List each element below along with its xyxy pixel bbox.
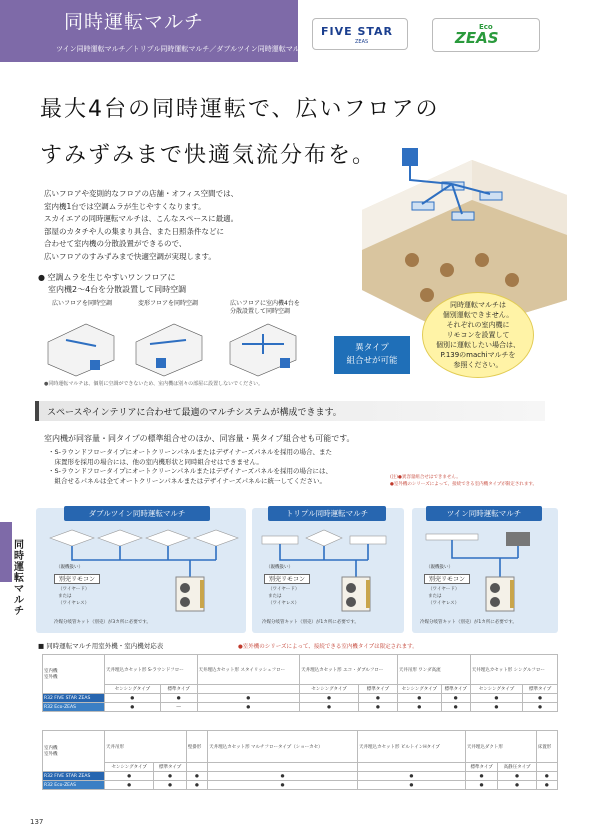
table-note: ●室外機のシリーズによって、接続できる室内機タイプは限定されます。 <box>238 644 418 650</box>
fivestar-logo-sub: ZEAS <box>355 39 369 45</box>
room-diagram-four-units <box>228 320 298 378</box>
twin-diagram <box>416 522 556 622</box>
section-lead: 室内機が同容量・同タイプの標準組合せのほか、同容量・異タイプ組合せも可能です。 <box>44 434 355 443</box>
table-cell: ● <box>105 772 154 781</box>
table1-subcol-empty <box>197 685 300 694</box>
table-cell: ● <box>498 781 536 790</box>
table-cell: ● <box>105 694 161 703</box>
table-row <box>43 703 558 712</box>
table1-subcol: 標準タイプ <box>523 685 558 694</box>
row-name: Eco-ZEAS <box>54 704 76 710</box>
section-note: ・S-ラウンドフロータイプにオートクリーンパネルまたはデザイナーズパネルを採用の場合には、 <box>48 467 332 475</box>
triple-wired: （ワイヤード） <box>268 587 300 592</box>
table-cell: ● <box>470 703 523 712</box>
table-cell: ● <box>208 781 358 790</box>
page-title: 同時運転マルチ <box>64 11 205 33</box>
table1-row-label <box>43 703 105 712</box>
bubble-line: P.139のmachiマルチを <box>440 351 516 359</box>
headline-line1: 最大4台の同時運転で、広いフロアの <box>40 97 440 122</box>
legend-line: (注)●異容量組合せはできません。 <box>390 475 461 480</box>
table-cell: ● <box>300 703 359 712</box>
ecozeas-logo <box>432 18 540 52</box>
table1-subcol: センシングタイプ <box>470 685 523 694</box>
page-number: 137 <box>30 818 44 826</box>
room-diagram-irregular <box>134 320 204 378</box>
table-cell: ● <box>197 694 300 703</box>
bubble-line: 同時運転マルチは <box>450 301 506 309</box>
table2-subcol-empty <box>358 763 466 772</box>
table-row <box>43 694 558 703</box>
table1-col-header: 天井埋込カセット形 スタイリッシュフロー <box>197 655 300 685</box>
panel-triple-title: トリプル同時運転マルチ <box>268 506 386 521</box>
mini-label-four-units-line: 分散設置して同時空調 <box>230 308 291 315</box>
side-tab-label: 同時運転マルチ <box>14 540 24 617</box>
table2-row-label <box>43 781 105 790</box>
table2-subcol: 高静圧タイプ <box>498 763 536 772</box>
intro-line: 室内機1台では空調ムラが生じやすくなります。 <box>44 201 206 211</box>
table-cell: ● <box>465 781 498 790</box>
intro-line: 広いフロアや変則的なフロアの店舗・オフィス空間では、 <box>44 189 239 198</box>
double-twin-label: （親機扱い） <box>56 565 83 570</box>
table-cell: ● <box>523 694 558 703</box>
fivestar-logo-text: FIVE STAR <box>321 25 394 38</box>
table2-col-header: 天井吊形 <box>105 731 187 763</box>
table-cell: ● <box>154 772 187 781</box>
double-twin-wireless: （ワイヤレス） <box>58 601 90 606</box>
ecozeas-logo-eco: Eco <box>479 23 493 31</box>
double-twin-wired: （ワイヤード） <box>58 587 90 592</box>
page-subtitle: ツイン同時運転マルチ／トリプル同時運転マルチ／ダブルツイン同時運転マルチ <box>56 45 307 53</box>
mixed-type-badge <box>334 336 410 374</box>
table-cell: ● <box>397 703 441 712</box>
mini-label-irregular: 変形フロアを同時空調 <box>138 300 199 307</box>
table2-col-header: 壁掛形 <box>186 731 207 763</box>
table1-corner1: 室内機 <box>44 669 58 674</box>
table1-col-header: 天井埋込カセット形 S-ラウンドフロー <box>105 655 198 685</box>
intro-paragraph <box>44 188 294 263</box>
bullet-line2: 室内機2～4台を分散設置して同時空調 <box>48 285 187 294</box>
table-cell: ● <box>358 772 466 781</box>
bullet-line1: ● 空調ムラを生じやすいワンフロアに <box>38 273 176 282</box>
table-cell: ● <box>536 772 557 781</box>
table-row <box>43 772 558 781</box>
table-cell: ● <box>470 694 523 703</box>
panel-twin-title: ツイン同時運転マルチ <box>426 506 542 521</box>
table-cell: ● <box>397 694 441 703</box>
table2-subcol: 標準タイプ <box>154 763 187 772</box>
triple-or: または <box>268 594 282 599</box>
table-cell: ● <box>359 694 398 703</box>
section-title: スペースやインテリアに合わせて最適のマルチシステムが構成できます。 <box>47 408 342 418</box>
table-cell: ● <box>208 772 358 781</box>
triple-wireless: （ワイヤレス） <box>268 601 300 606</box>
table1-col-header: 天井埋込カセット形 シングルフロー <box>470 655 557 685</box>
mini-label-wide: 広いフロアを同時空調 <box>52 300 113 307</box>
table-cell: ● <box>186 781 207 790</box>
table2-row-label <box>43 772 105 781</box>
double-twin-kit-note: 冷媒分岐管キット（別売）が3カ所に必要です。 <box>54 620 151 625</box>
table1-corner2: 室外機 <box>44 675 58 680</box>
twin-or: または <box>428 594 442 599</box>
fivestar-logo <box>312 18 408 50</box>
double-twin-diagram <box>40 522 244 622</box>
table1-subcol: センシングタイプ <box>397 685 441 694</box>
table-cell: ● <box>105 781 154 790</box>
table1-col-header: 天井吊形 ワンダ高流 <box>397 655 470 685</box>
side-tab <box>0 522 12 582</box>
room-diagram-wide <box>46 320 116 378</box>
table-cell: ● <box>441 694 470 703</box>
table-cell: ● <box>197 703 300 712</box>
table2-corner2: 室外機 <box>44 752 58 757</box>
compat-table-1 <box>42 654 558 712</box>
table1-subcol: センシングタイプ <box>105 685 161 694</box>
mini-label-four-units <box>230 300 300 316</box>
section-note: 床置形を採用の場合には、他の室内機形状と同時組合せはできません。 <box>48 457 263 466</box>
table2-corner <box>43 731 105 772</box>
r32-badge: R32 <box>44 773 53 779</box>
table2-subcol-empty <box>208 763 358 772</box>
bubble-line: 参照ください。 <box>453 361 503 369</box>
table2-subcol: センシングタイプ <box>105 763 154 772</box>
table-cell: ● <box>465 772 498 781</box>
intro-line: 部屋のカタチや人の集まり具合、また日照条件などに <box>44 226 224 236</box>
bubble-line: リモコンを設置して <box>446 331 510 339</box>
section-notes <box>48 448 398 486</box>
table2-subcol: 標準タイプ <box>465 763 498 772</box>
double-twin-or: または <box>58 594 72 599</box>
row-name: FIVE STAR ZEAS <box>54 695 91 701</box>
table-cell: ― <box>160 703 197 712</box>
twin-kit-note: 冷媒分岐管キット（別売）が1カ所に必要です。 <box>420 620 517 625</box>
compat-table-2 <box>42 730 558 790</box>
twin-wireless: （ワイヤレス） <box>428 601 460 606</box>
bubble-line: 個別に運転したい場合は、 <box>436 341 520 349</box>
r32-badge: R32 <box>44 782 53 788</box>
table-cell: ● <box>300 694 359 703</box>
row-name: Eco-ZEAS <box>54 782 76 788</box>
table1-subcol: センシングタイプ <box>300 685 359 694</box>
mini-label-four-units-line: 広いフロアに室内機4台を <box>230 300 300 307</box>
twin-label: （親機扱い） <box>426 565 453 570</box>
table2-subcol-empty <box>536 763 557 772</box>
table2-col-header: 天井埋込カセット形 ビルトインHタイプ <box>358 731 466 763</box>
badge-line2: 組合せが可能 <box>346 356 398 366</box>
section-note: 組合せるパネルは全てオートクリーンパネルまたはデザイナーズパネルに統一してください。 <box>48 476 327 485</box>
table2-col-header: 床置形 <box>536 731 557 763</box>
triple-diagram <box>256 522 402 622</box>
table1-subcol: 標準タイプ <box>160 685 197 694</box>
table1-corner <box>43 655 105 694</box>
intro-line: 広いフロアのすみずみまで快適空調が実現します。 <box>44 251 216 261</box>
table-cell: ● <box>358 781 466 790</box>
intro-line: スカイエアの同時運転マルチは、こんなスペースに最適。 <box>44 214 239 223</box>
bubble-line: 個別運転できません。 <box>442 311 514 319</box>
row-name: FIVE STAR ZEAS <box>54 773 91 779</box>
small-note: ●同時運転マルチは、個別に空調ができないため、室内機は別々の部屋に設置しないでください。 <box>44 381 264 387</box>
table2-col-header: 天井埋込カセット形 マルチフロータイプ（ショーカセ） <box>208 731 358 763</box>
twin-wired: （ワイヤード） <box>428 587 460 592</box>
panel-double-twin-title: ダブルツイン同時運転マルチ <box>64 506 210 521</box>
table-cell: ● <box>160 694 197 703</box>
triple-kit-note: 冷媒分岐管キット（別売）が1カ所に必要です。 <box>262 620 359 625</box>
table-cell: ● <box>523 703 558 712</box>
legend-line: ●室外機のシリーズによって、接続できる室内機タイプが限定されます。 <box>390 482 538 487</box>
section-note: ・S-ラウンドフロータイプにオートクリーンパネルまたはデザイナーズパネルを採用の場合、また <box>48 448 332 456</box>
r32-badge: R32 <box>44 695 53 701</box>
section-legend <box>390 474 537 488</box>
table-cell: ● <box>154 781 187 790</box>
table-cell: ● <box>186 772 207 781</box>
headline-line2: すみずみまで快適気流分布を。 <box>40 143 377 168</box>
table-cell: ● <box>441 703 470 712</box>
table-cell: ● <box>359 703 398 712</box>
triple-label: （親機扱い） <box>266 565 293 570</box>
table1-subcol: 標準タイプ <box>359 685 398 694</box>
table1-subcol: 標準タイプ <box>441 685 470 694</box>
info-bubble-text <box>430 300 526 370</box>
intro-line: 合わせて室内機の分散設置ができるので、 <box>44 239 187 248</box>
ecozeas-logo-text: ZEAS <box>455 29 499 47</box>
table-cell: ● <box>498 772 536 781</box>
triple-remote: 別売リモコン <box>264 574 310 584</box>
bullet-heading <box>38 272 186 296</box>
badge-line1: 異タイプ <box>355 343 389 353</box>
bubble-line: それぞれの室内機に <box>446 321 510 329</box>
table1-row-label <box>43 694 105 703</box>
table-cell: ● <box>105 703 161 712</box>
double-twin-remote: 別売リモコン <box>54 574 100 584</box>
twin-remote: 別売リモコン <box>424 574 470 584</box>
table-heading: ■ 同時運転マルチ用室外機・室内機対応表 <box>38 642 164 650</box>
r32-badge: R32 <box>44 704 53 710</box>
table-cell: ● <box>536 781 557 790</box>
table1-col-header: 天井埋込カセット形 エコ・ダブルフロー <box>300 655 398 685</box>
table2-corner1: 室内機 <box>44 746 58 751</box>
table-row <box>43 781 558 790</box>
table2-subcol-empty <box>186 763 207 772</box>
table2-col-header: 天井埋込ダクト形 <box>465 731 536 763</box>
